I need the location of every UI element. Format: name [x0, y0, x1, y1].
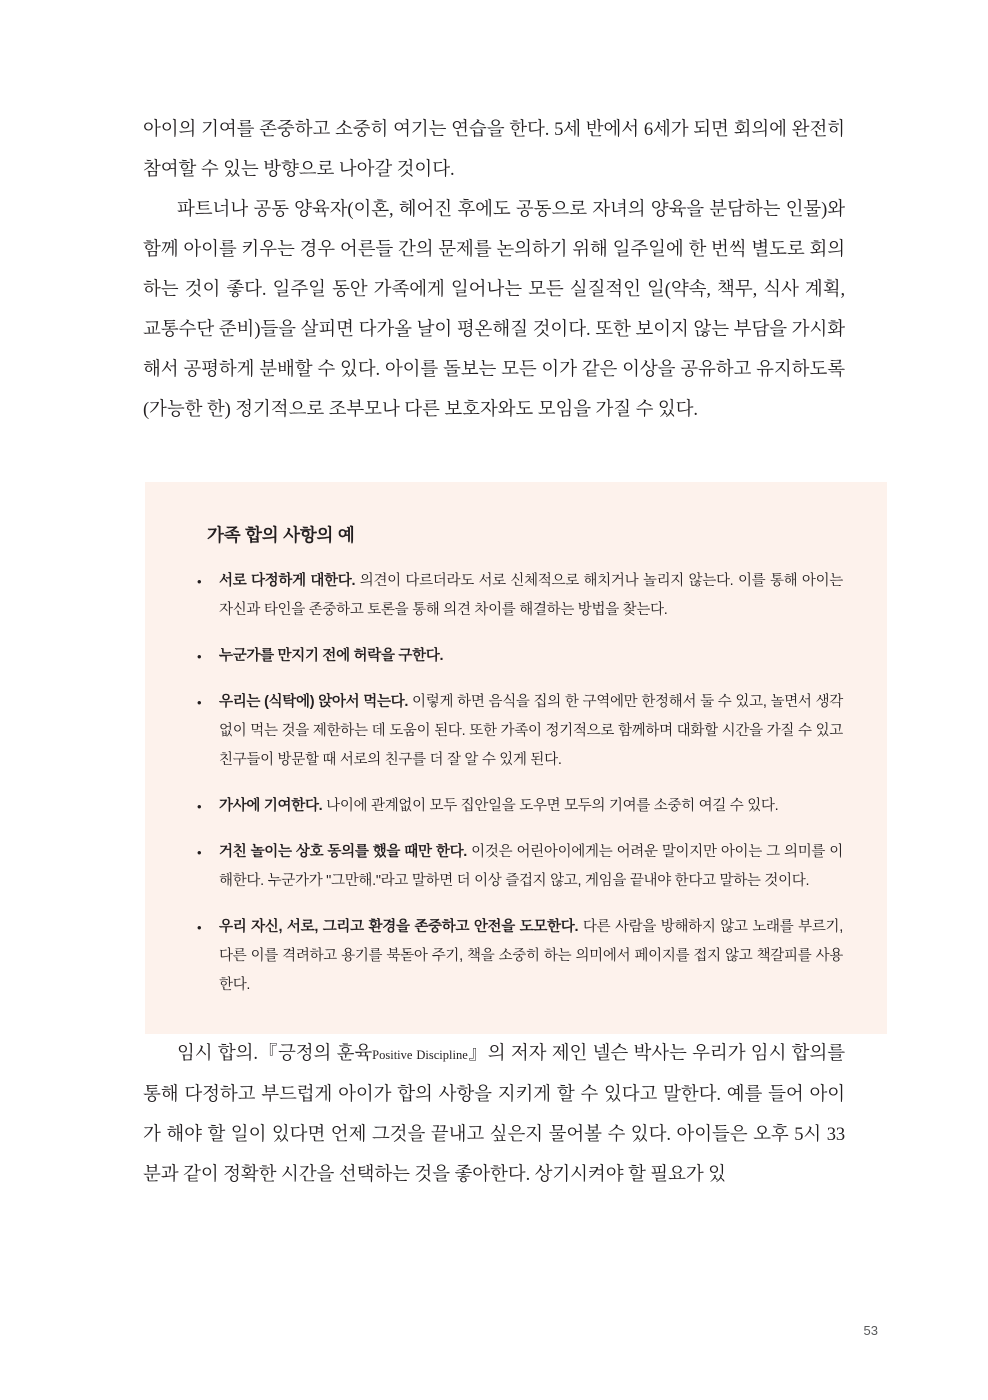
- list-item: [189, 913, 843, 1000]
- list-item-rest: 이렇게 하면 음식을 집의 한 구역에만 한정해서 둘 수 있고, 놀면서 생각 없이 먹는 것을 제한하는 데 도움이 된다. 또한 가족이 정기적으로 함께하며 대화할 시간을 가질 수 있고 친구들이 방문할 때 서로의 친구를 더 잘 알 수 있게 된다.: [219, 694, 843, 768]
- closing-after-title: 』의 저자 제인 넬슨 박사는 우리가 임시 합의를 통해 다정하고 부드럽게 아이가 합의 사항을 지키게 할 수 있다고 말한다. 예를 들어 아이가 해야 할 일이 있다면 언제 그것을 끝내고 싶은지 물어볼 수 있다. 아이들은 오후 5시 33분과 같이 정확한 시간을 선택하는 것을 좋아한다. 상기시켜야 할 필요가 있: [143, 1044, 845, 1185]
- paragraph-3: [143, 1034, 845, 1195]
- list-item: [189, 688, 843, 775]
- paragraph-1: 아이의 기여를 존중하고 소중히 여기는 연습을 한다. 5세 반에서 6세가 되면 회의에 완전히 참여할 수 있는 방향으로 나아갈 것이다.: [143, 120, 845, 180]
- closing-before-title: 임시 합의.『긍정의 훈육: [177, 1044, 373, 1064]
- page-content: [143, 110, 845, 1195]
- list-item-lead: 거친 놀이는 상호 동의를 했을 때만 한다.: [219, 844, 468, 860]
- list-item-lead: 서로 다정하게 대한다.: [219, 573, 356, 589]
- callout-title: 가족 합의 사항의 예: [207, 525, 355, 545]
- callout-list: [189, 567, 843, 1000]
- paragraph-2: 파트너나 공동 양육자(이혼, 헤어진 후에도 공동으로 자녀의 양육을 분담하는 인물)와 함께 아이를 키우는 경우 어른들 간의 문제를 논의하기 위해 일주일에 한 번씩 별도로 회의하는 것이 좋다. 일주일 동안 가족에게 일어나는 모든 실질적인 일(약속, 책무, 식사 계획, 교통수단 준비)들을 살피면 다가올 날이 평온해질 것이다. 또한 보이지 않는 부담을 가시화해서 공평하게 분배할 수 있다. 아이를 돌보는 모든 이가 같은 이상을 공유하고 유지하도록 (가능한 한) 정기적으로 조부모나 다른 보호자와도 모임을 가질 수 있다.: [143, 200, 845, 420]
- list-item-lead: 가사에 기여한다.: [219, 798, 323, 814]
- list-item-lead: 누군가를 만지기 전에 허락을 구한다.: [219, 648, 444, 664]
- list-item: [189, 642, 843, 671]
- list-item-rest: 다른 사람을 방해하지 않고 노래를 부르기, 다른 이를 격려하고 용기를 북돋아 주기, 책을 소중히 하는 의미에서 페이지를 접지 않고 책갈피를 사용한다.: [219, 919, 843, 993]
- list-item-lead: 우리 자신, 서로, 그리고 환경을 존중하고 안전을 도모한다.: [219, 919, 579, 935]
- list-item-rest: 이것은 어린아이에게는 어려운 말이지만 아이는 그 의미를 이해한다. 누군가가 "그만해."라고 말하면 더 이상 즐겁지 않고, 게임을 끝내야 한다고 말하는 것이다.: [219, 844, 843, 889]
- list-item-rest: 나이에 관계없이 모두 집안일을 도우면 모두의 기여를 소중히 여길 수 있다.: [322, 798, 779, 814]
- list-item-lead: 우리는 (식탁에) 앉아서 먹는다.: [219, 694, 409, 710]
- callout-box: [145, 482, 887, 1034]
- closing-title-english: Positive Discipline: [372, 1048, 468, 1062]
- page-number: 53: [863, 1323, 878, 1338]
- list-item: [189, 838, 843, 896]
- list-item: [189, 567, 843, 625]
- list-item: [189, 792, 843, 821]
- list-item-rest: 의견이 다르더라도 서로 신체적으로 해치거나 놀리지 않는다. 이를 통해 아이는 자신과 타인을 존중하고 토론을 통해 의견 차이를 해결하는 방법을 찾는다.: [219, 573, 843, 618]
